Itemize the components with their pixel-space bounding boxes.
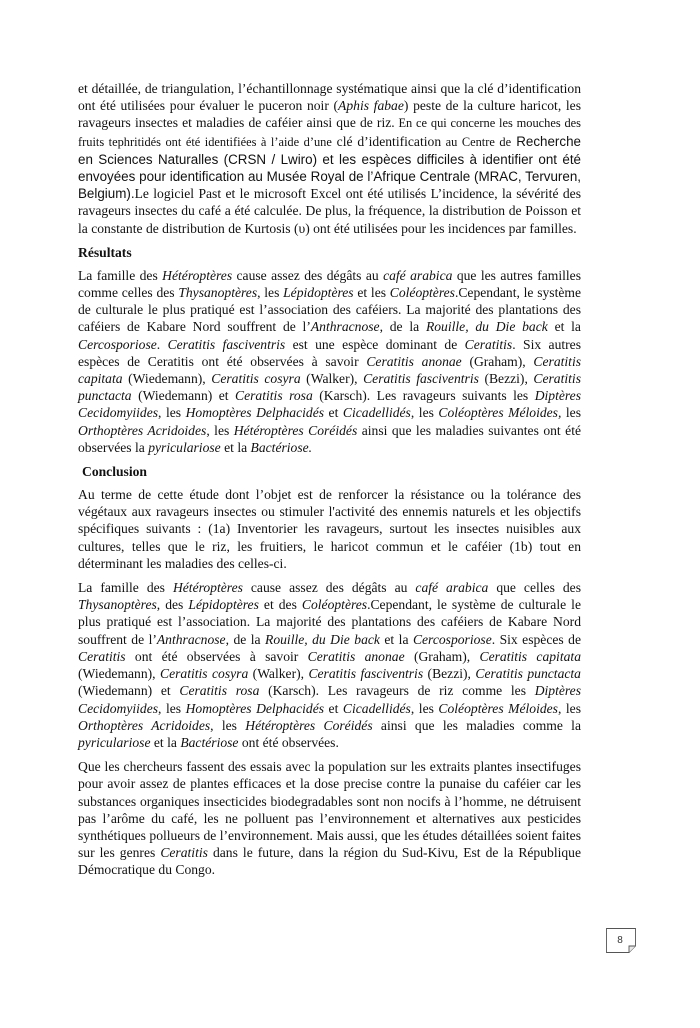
italic-run: Rouille, du Die back <box>425 319 548 335</box>
italic-run: Anthracnose <box>310 319 380 335</box>
italic-run: Cercosporiose <box>412 631 492 647</box>
conclusion-heading: Conclusion <box>82 464 147 480</box>
italic-run: Homoptères Delphacidés <box>185 700 325 716</box>
text-run: Le logiciel Past et le microsoft Excel ont été utilisés L’incidence, la sévérité des ravageurs insectes du café a été calculée. De plus, la fréquence, la distribution de Poisson et la constante de distribution de Kurtosis (υ) ont été utilisées pour les incidences par familles. <box>78 186 581 236</box>
results-heading: Résultats <box>78 244 132 260</box>
italic-run: Cercosporiose <box>78 336 157 352</box>
results-paragraph <box>78 267 581 456</box>
italic-run: Ceratitis punctacta <box>475 666 581 682</box>
text-run: La famille des <box>78 267 163 283</box>
italic-run: Bactériose <box>180 734 239 750</box>
text-run: , les <box>410 405 439 421</box>
text-run: et les <box>353 285 390 301</box>
text-run: , les <box>158 700 186 716</box>
text-run: . Six espèces de <box>491 631 581 647</box>
text-run: (Bezzi), <box>478 371 534 387</box>
text-run: (Walker), <box>300 371 364 387</box>
italic-run: Ceratitis anonae <box>366 353 462 369</box>
text-run: cause assez des dégâts au <box>232 267 384 283</box>
text-run: ainsi que les maladies suivantes ont été observées la <box>78 422 581 455</box>
italic-run: pyriculariose <box>148 439 221 455</box>
text-run: (Wiedemann), <box>122 371 212 387</box>
italic-run: Diptères Cecidomyiides <box>78 388 581 421</box>
italic-run: Ceratitis rosa <box>235 388 313 404</box>
conclusion-paragraph-1: Au terme de cette étude dont l’objet est de renforcer la résistance ou la tolérance des végétaux aux ravageurs insectes ou stimuler l'activité des ennemis naturels et les objectifs spécifiques suivants : (1a) Inventorier les ravageurs, surtout les insectes nuisibles aux cultures, telles que le riz, les fruitiers, le haricot commun et le caféier (1b) tout en déterminant les maladies des celles-ci. <box>78 487 581 571</box>
italic-run: Cicadellidés <box>342 405 411 421</box>
text-run: (Bezzi), <box>423 666 476 682</box>
text-run: . Six autres espèces de Ceratitis ont été observées à savoir <box>78 336 581 369</box>
italic-run: Ceratitis fasciventris <box>363 371 479 387</box>
text-run: (Graham), <box>461 353 534 369</box>
italic-run: Ceratitis <box>160 845 208 861</box>
conclusion-paragraph-3 <box>78 758 581 878</box>
italic-run: Hétéroptères <box>162 267 233 283</box>
text-run: , les <box>210 717 246 733</box>
text-run: (Walker), <box>248 666 309 682</box>
italic-run: Coléoptères Méloides, <box>438 405 562 421</box>
text-run: (Wiedemann) et <box>131 388 236 404</box>
text-run: , de la <box>379 319 426 335</box>
text-run: Que les chercheurs fassent des essais avec la population sur les extraits plantes insectifuges pour avoir assez de plantes efficaces et la dose precise contre la punaise du caféier car les substances organiques insecticides biodegradables sont non nocifs à l’homme, ne détruisent pas l’arôme du café, les ne polluent pas l’environnement et alternatives aux pesticides synthétiques pollueurs de l’environnement. Mais aussi, que les études détaillées soient faites sur les genres <box>78 759 581 861</box>
text-run: (Wiedemann), <box>78 666 160 682</box>
text-run: , les <box>410 700 439 716</box>
italic-run: Ceratitis cosyra <box>160 666 249 682</box>
text-run: au Centre de <box>441 134 512 149</box>
text-run: et la <box>547 319 581 335</box>
text-run: dans le future, dans la région du Sud-Kivu, Est de la République Démocratique du Congo. <box>78 845 581 878</box>
text-run: est une espèce dominant de <box>285 336 465 352</box>
text-run: et la <box>220 439 251 455</box>
italic-run: Ceratitis punctacta <box>78 371 581 404</box>
text-run: , les <box>158 405 186 421</box>
italic-run: Ceratitis <box>78 648 126 664</box>
italic-run: Ceratitis fasciventris <box>308 666 424 682</box>
text-run: cause assez des dégâts au <box>242 580 416 596</box>
italic-run: Ceratitis rosa <box>179 683 260 699</box>
text-run: et <box>324 700 343 716</box>
italic-run: Hétéroptères <box>172 580 243 596</box>
text-run: que les autres familles comme celles des <box>78 267 581 301</box>
text-run: clé d’identification <box>331 133 442 149</box>
italic-run: Ceratitis cosyra <box>211 371 301 387</box>
text-run: , de la <box>225 631 266 647</box>
text-run: En ce qui concerne les mouches des fruits tephritidés ont été identifiées à l’aide d’une <box>78 116 581 149</box>
text-run: La famille des <box>78 580 173 596</box>
italic-run: Rouille, du Die back <box>265 631 380 647</box>
text-run: ainsi que les maladies comme la <box>372 717 581 733</box>
text-run: (Karsch). Les ravageurs de riz comme les <box>259 683 535 699</box>
text-run: que celles des <box>488 580 581 596</box>
text-run: , les <box>557 700 581 716</box>
text-run: (Graham), <box>404 648 480 664</box>
page-number-box <box>606 928 636 953</box>
text-run: , les <box>206 422 234 438</box>
text-run: .Cependant, le système de culturale le plus pratiqué est l’association. La majorité des plantations des caféiers de Kabare Nord souffrent de l’ <box>78 597 581 647</box>
italic-run: Hétéroptères Coréidés <box>245 717 373 733</box>
italic-run: café arabica <box>383 267 453 283</box>
italic-run: Ceratitis <box>464 336 513 352</box>
italic-run: Cicadellidés <box>342 700 411 716</box>
text-run: , des <box>156 597 189 613</box>
italic-run: Coléoptères <box>301 597 368 613</box>
page-number: 8 <box>617 935 623 946</box>
methods-paragraph <box>78 80 581 237</box>
italic-run: café arabica <box>415 580 489 596</box>
text-run: et la <box>379 631 413 647</box>
italic-run: Ceratitis capitata <box>479 648 581 664</box>
text-run: ont été observées à savoir <box>125 648 308 664</box>
italic-run: pyriculariose <box>78 734 151 750</box>
text-run: ont été observées. <box>238 734 339 750</box>
italic-run: Orthoptères Acridoides <box>78 717 211 733</box>
italic-run: Thysanoptères <box>78 597 157 613</box>
italic-run: Homoptères Delphacidés <box>185 405 325 421</box>
text-run: .Cependant, le système de culturale le plus pratiqué est l’association des caféiers. La majorité des plantations des caféiers de Kabare Nord souffrent de l’ <box>78 285 581 335</box>
italic-run: Ceratitis anonae <box>307 648 405 664</box>
text-run: les <box>561 405 582 421</box>
text-run: ) peste de la culture haricot, les ravageurs insectes et maladies de caféier ainsi que de riz. <box>78 98 581 131</box>
italic-run: Ceratitis fasciventris <box>167 336 286 352</box>
italic-run: Anthracnose <box>156 631 226 647</box>
italic-run: Aphis fabae <box>338 98 404 114</box>
conclusion-paragraph-2 <box>78 579 581 751</box>
text-run: et <box>324 405 343 421</box>
italic-run: Lépidoptères <box>188 597 259 613</box>
italic-run: Thysanoptères <box>178 285 258 301</box>
text-run: et des <box>258 597 302 613</box>
text-run: , les <box>257 285 284 301</box>
text-run: et la <box>150 734 181 750</box>
text-run: . <box>156 336 168 352</box>
italic-run: Lépidoptères <box>283 285 354 301</box>
italic-run: Ceratitis capitata <box>78 353 582 387</box>
document-page <box>78 80 581 886</box>
italic-run: Coléoptères Méloides <box>438 700 558 716</box>
italic-run: Bactériose. <box>250 439 313 455</box>
italic-run: Diptères Cecidomyiides <box>78 683 581 716</box>
italic-run: Orthoptères Acridoides <box>78 422 207 438</box>
text-run: (Karsch). Les ravageurs suivants les <box>312 388 535 404</box>
italic-run: Coléoptères <box>389 285 455 301</box>
text-run: Recherche en Sciences Naturalles (CRSN / Lwiro) et les espèces difficiles à identifier ont été envoyées pour identification au Musée Royal de l’Afrique Centrale (MRAC, Tervuren, Belgium). <box>78 133 581 202</box>
text-run: et détaillée, de triangulation, l’échantillonnage systématique ainsi que la clé d’identification ont été utilisées pour évaluer le puceron noir ( <box>78 81 581 114</box>
text-run: (Wiedemann) et <box>78 683 180 699</box>
italic-run: Hétéroptères Coréidés <box>233 422 358 438</box>
